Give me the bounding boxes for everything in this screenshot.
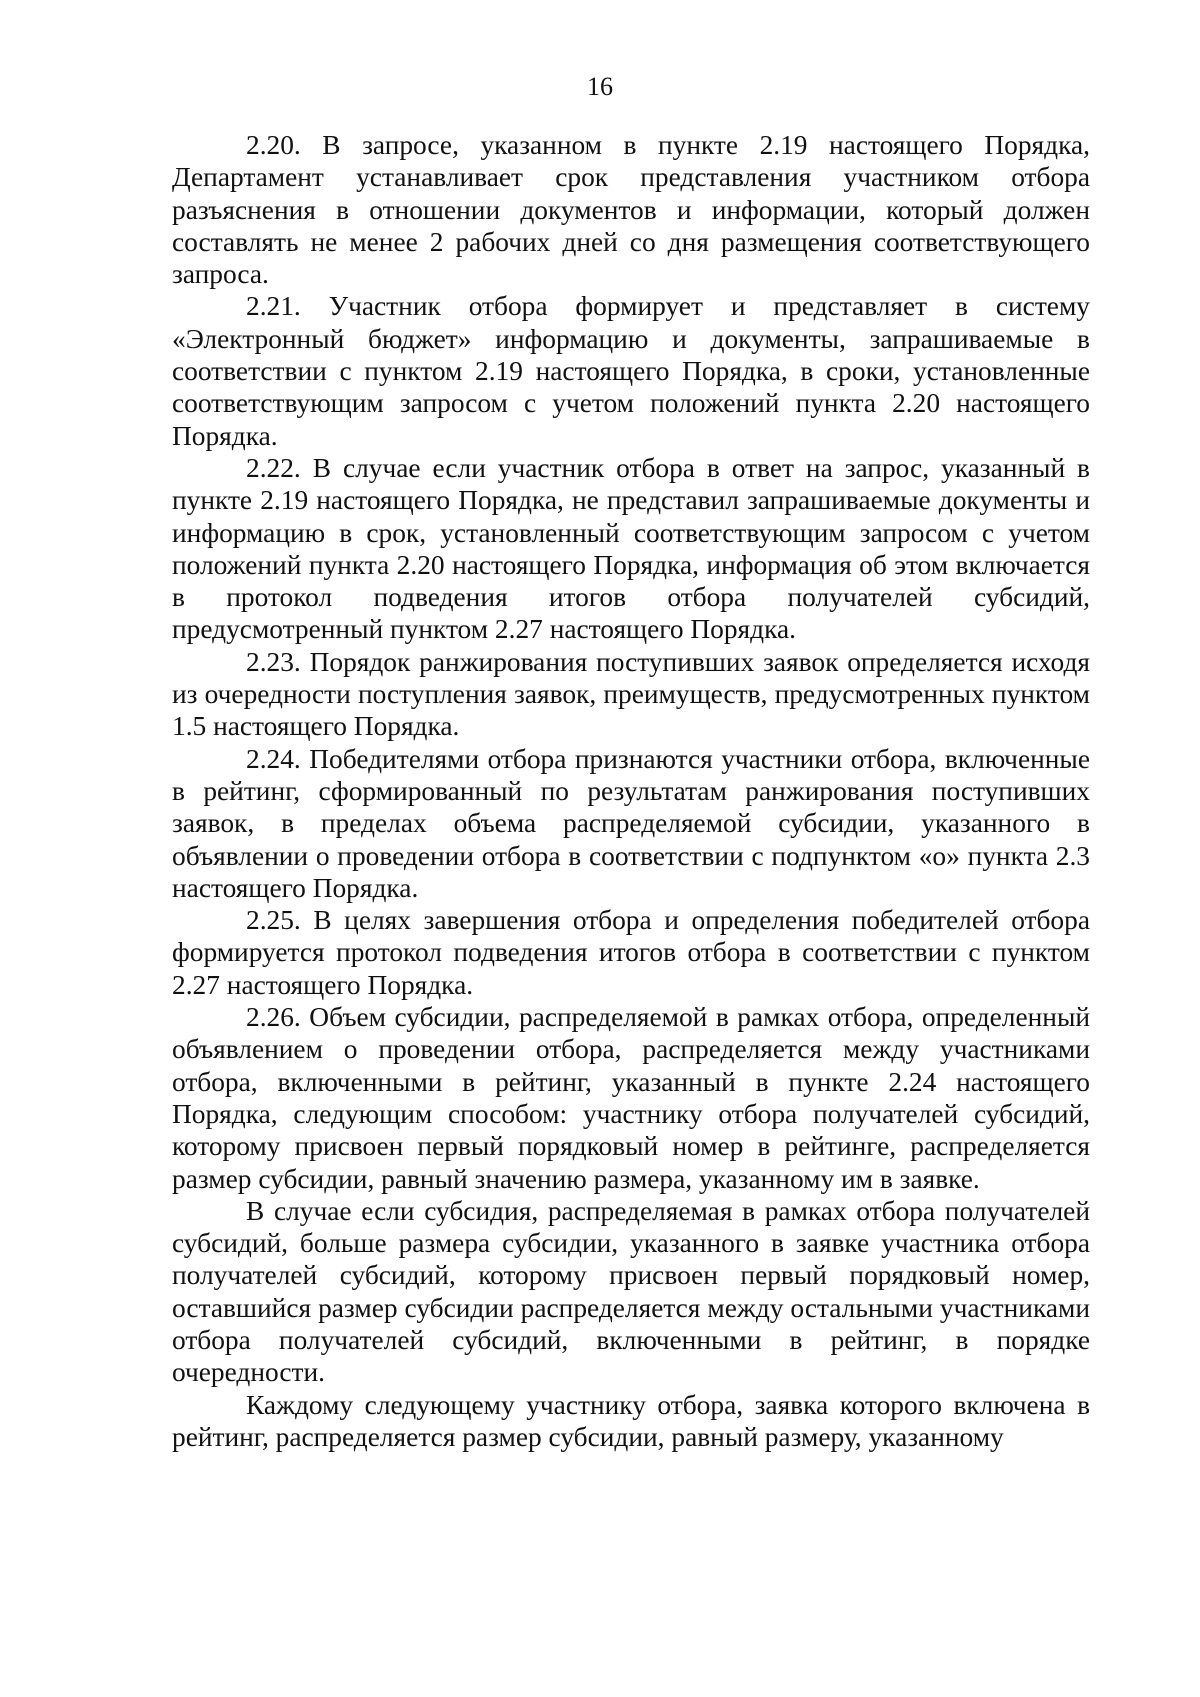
paragraph-2-22: 2.22. В случае если участник отбора в ответ на запрос, указанный в пункте 2.19 настоящего Порядка, не представил запрашиваемые документы и информацию в срок, установленный соответствующим запросом с учетом положений пункта 2.20 настоящего Порядка, информация об этом включается в протокол подведения итогов отбора получателей субсидий, предусмотренный пунктом 2.27 настоящего Порядка. (172, 452, 1090, 645)
paragraph-2-21: 2.21. Участник отбора формирует и представляет в систему «Электронный бюджет» информацию и документы, запрашиваемые в соответствии с пунктом 2.19 настоящего Порядка, в сроки, установленные соответствующим запросом с учетом положений пункта 2.20 настоящего Порядка. (172, 291, 1090, 451)
page-number: 16 (587, 72, 613, 101)
paragraph-2-20: 2.20. В запросе, указанном в пункте 2.19 настоящего Порядка, Департамент устанавливает срок представления участником отбора разъяснения в отношении документов и информации, который должен составлять не менее 2 рабочих дней со дня размещения соответствующего запроса. (172, 130, 1090, 290)
document-body (172, 129, 1090, 1453)
paragraph-2-26-next-participant: Каждому следующему участнику отбора, заявка которого включена в рейтинг, распределяется размер субсидии, равный размеру, указанному (172, 1389, 1090, 1452)
paragraph-2-25: 2.25. В целях завершения отбора и определения победителей отбора формируется протокол подведения итогов отбора в соответствии с пунктом 2.27 настоящего Порядка. (172, 905, 1090, 1000)
paragraph-2-26: 2.26. Объем субсидии, распределяемой в рамках отбора, определенный объявлением о проведении отбора, распределяется между участниками отбора, включенными в рейтинг, указанный в пункте 2.24 настоящего Порядка, следующим способом: участнику отбора получателей субсидий, которому присвоен первый порядковый номер в рейтинге, распределяется размер субсидии, равный значению размера, указанному им в заявке. (172, 1002, 1090, 1194)
paragraph-2-24: 2.24. Победителями отбора признаются участники отбора, включенные в рейтинг, сформированный по результатам ранжирования поступивших заявок, в пределах объема распределяемой субсидии, указанного в объявлении о проведении отбора в соответствии с подпунктом «о» пункта 2.3 настоящего Порядка. (172, 743, 1090, 903)
paragraph-2-23: 2.23. Порядок ранжирования поступивших заявок определяется исходя из очередности поступления заявок, преимуществ, предусмотренных пунктом 1.5 настоящего Порядка. (172, 646, 1090, 742)
paragraph-2-26-remainder: В случае если субсидия, распределяемая в рамках отбора получателей субсидий, больше размера субсидии, указанного в заявке участника отбора получателей субсидий, которому присвоен первый порядковый номер, оставшийся размер субсидии распределяется между остальными участниками отбора получателей субсидий, включенными в рейтинг, в порядке очередности. (172, 1195, 1090, 1388)
